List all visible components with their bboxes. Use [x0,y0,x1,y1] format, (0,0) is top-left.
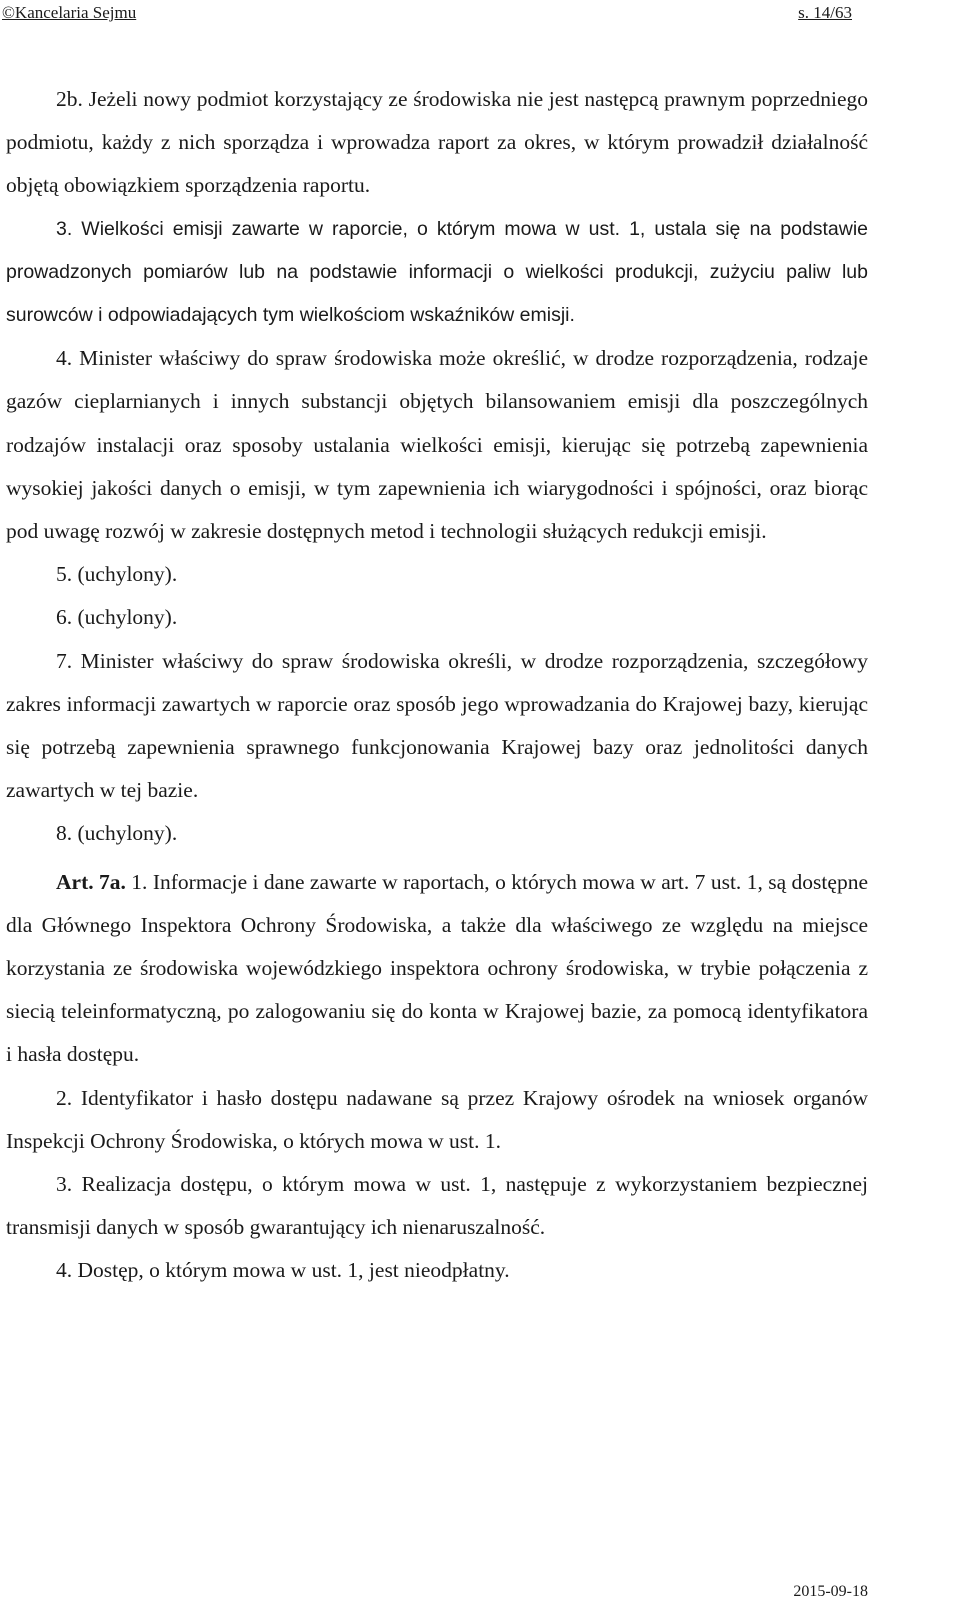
article-7a-p1-text: 1. Informacje i dane zawarte w raportach, o których mowa w art. 7 ust. 1, są dostępne dla Głównego Inspektora Ochrony Środowiska, a także dla właściwego ze względu na miejsce korzystania ze środowiska wojewódzkiego inspektora ochrony środowiska, w trybie połączenia z siecią teleinformatyczną, po zalogowaniu się do konta w Krajowej bazie, za pomocą identyfikatora i hasła dostępu. [6,869,868,1067]
paragraph-3: 3. Wielkości emisji zawarte w raporcie, o którym mowa w ust. 1, ustala się na podstawie prowadzonych pomiarów lub na podstawie informacji o wielkości produkcji, zużyciu paliw lub surowców i odpowiadających tym wielkościom wskaźników emisji. [6,217,868,327]
paragraph-6: 6. (uchylony). [56,605,178,630]
paragraph-2b: 2b. Jeżeli nowy podmiot korzystający ze środowiska nie jest następcą prawnym poprzedniego podmiotu, każdy z nich sporządza i wprowadza raport za okres, w którym prowadził działalność objętą obowiązkiem sporządzenia raportu. [6,87,868,198]
paragraph-4: 4. Minister właściwy do spraw środowiska może określić, w drodze rozporządzenia, rodzaje gazów cieplarnianych i innych substancji objętych bilansowaniem emisji dla poszczególnych rodzajów instalacji oraz sposoby ustalania wielkości emisji, kierując się potrzebą zapewnienia wysokiej jakości danych o emisji, w tym zapewnienia ich wiarygodności i spójności, oraz biorąc pod uwagę rozwój w zakresie dostępnych metod i technologii służących redukcji emisji. [6,346,868,544]
paragraph-8: 8. (uchylony). [56,821,178,846]
document-body [6,78,868,1293]
article-heading: Art. 7a. [56,869,126,894]
article-7a-paragraph-2: 2. Identyfikator i hasło dostępu nadawane są przez Krajowy ośrodek na wniosek organów Inspekcji Ochrony Środowiska, o których mowa w ust. 1. [6,1085,868,1153]
footer-date: 2015-09-18 [793,1583,868,1600]
publisher-label: ©Kancelaria Sejmu [2,3,137,22]
article-7a-paragraph-4: 4. Dostęp, o którym mowa w ust. 1, jest nieodpłatny. [56,1258,510,1283]
paragraph-7: 7. Minister właściwy do spraw środowiska określi, w drodze rozporządzenia, szczegółowy zakres informacji zawartych w raporcie oraz sposób jego wprowadzania do Krajowej bazy, kierując się potrzebą zapewnienia sprawnego funkcjonowania Krajowej bazy oraz jednolitości danych zawartych w tej bazie. [6,648,868,803]
page-header [0,0,960,26]
paragraph-5: 5. (uchylony). [56,562,178,587]
page-number: s. 14/63 [798,3,852,22]
article-7a-paragraph-3: 3. Realizacja dostępu, o którym mowa w ust. 1, następuje z wykorzystaniem bezpiecznej transmisji danych w sposób gwarantujący ich nienaruszalność. [6,1172,868,1240]
article-7a-paragraph-1 [6,861,868,1077]
